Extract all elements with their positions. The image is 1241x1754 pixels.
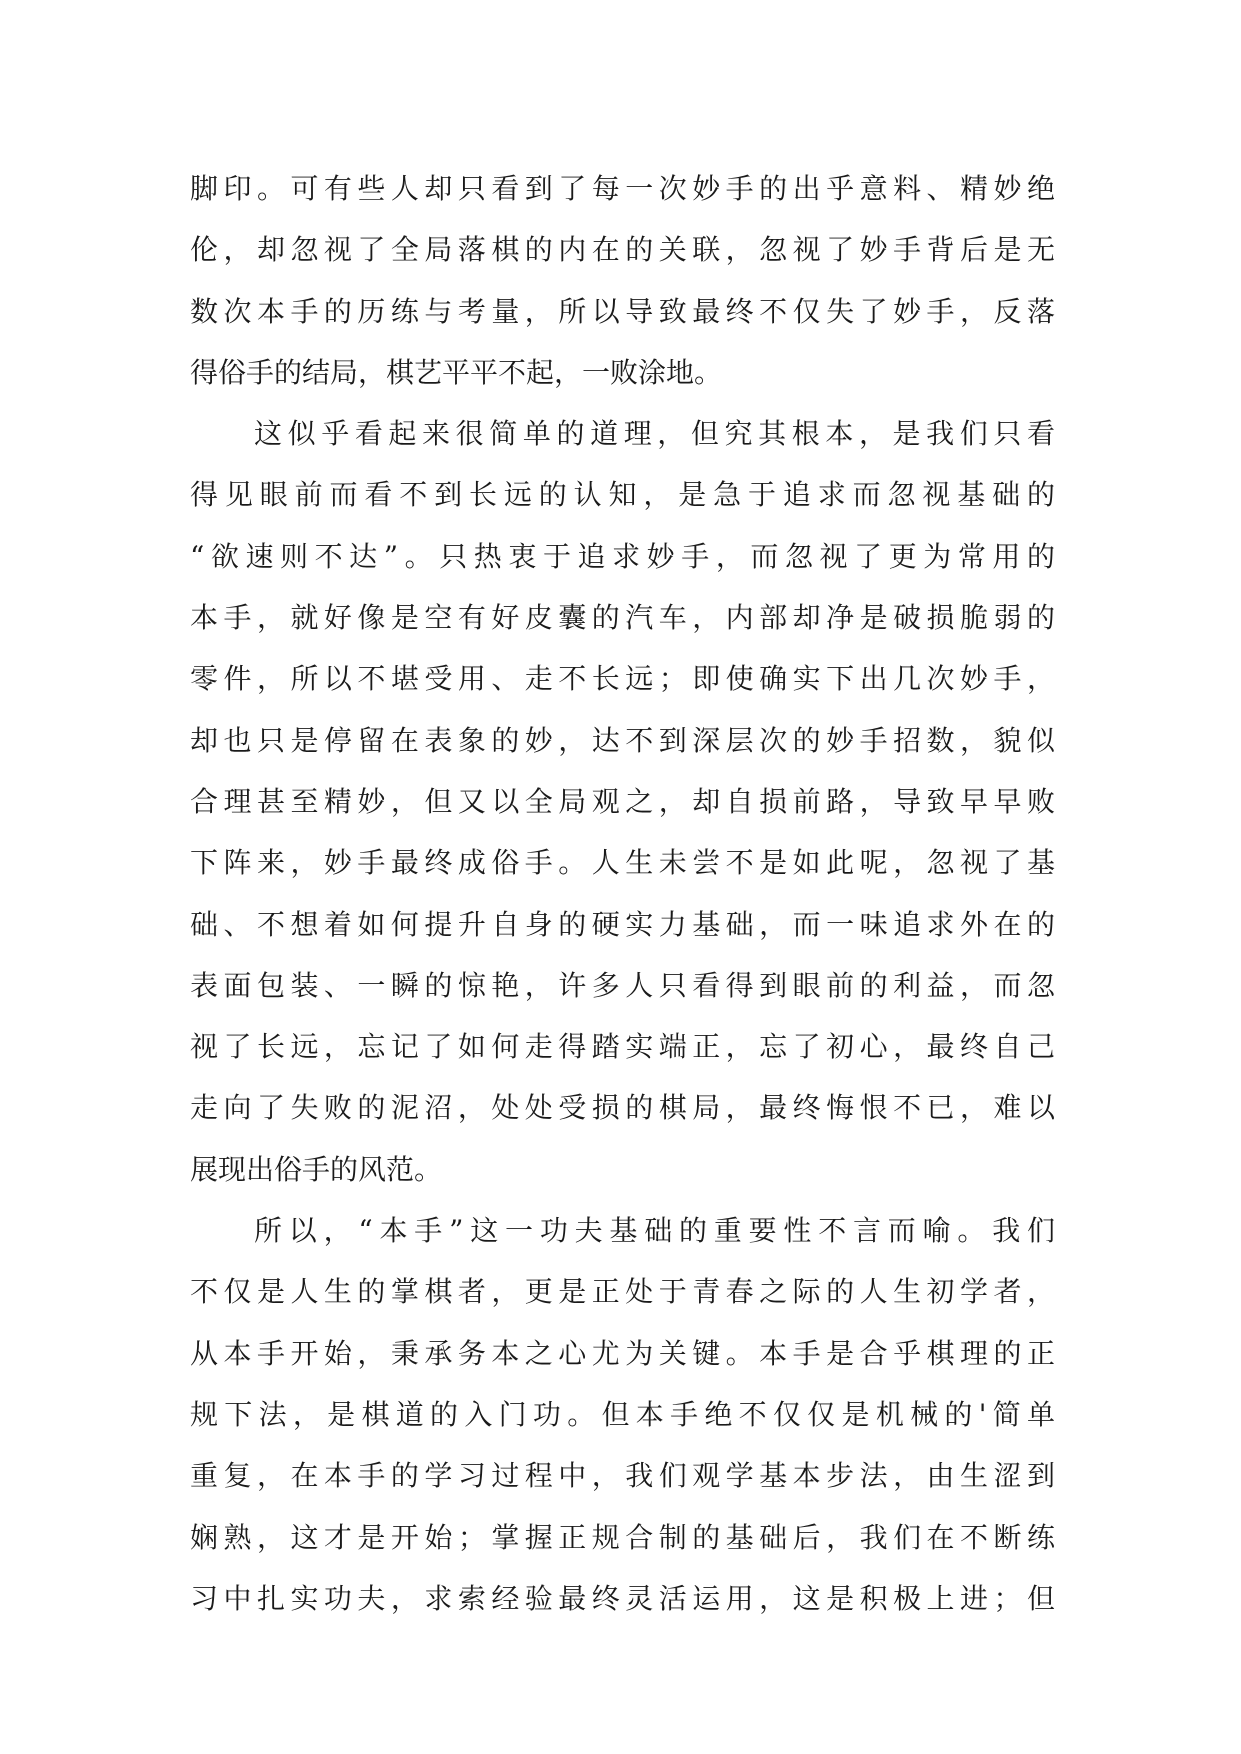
text-line: 视了长远，忘记了如何走得踏实端正，忘了初心，最终自己 [190,1030,1055,1064]
text-line: 下阵来，妙手最终成俗手。人生未尝不是如此呢，忽视了基 [190,846,1055,880]
text-line: 得见眼前而看不到长远的认知，是急于追求而忽视基础的 [190,478,1055,512]
text-line: 习中扎实功夫，求索经验最终灵活运用，这是积极上进；但 [190,1581,1055,1615]
text-line: 娴熟，这才是开始；掌握正规合制的基础后，我们在不断练 [190,1520,1055,1554]
text-line: 合理甚至精妙，但又以全局观之，却自损前路，导致早早败 [190,784,1055,818]
text-line: 从本手开始，秉承务本之心尤为关键。本手是合乎棋理的正 [190,1336,1055,1370]
document-body [190,158,1055,1629]
text-line: 本手，就好像是空有好皮囊的汽车，内部却净是破损脆弱的 [190,601,1055,635]
text-line: 表面包装、一瞬的惊艳，许多人只看得到眼前的利益，而忽 [190,968,1055,1002]
text-line: 展现出俗手的风范。 [190,1152,443,1186]
text-line: 得俗手的结局，棋艺平平不起，一败涂地。 [190,355,723,389]
text-line: 不仅是人生的掌棋者，更是正处于青春之际的人生初学者， [190,1275,1055,1309]
text-line: 脚印。可有些人却只看到了每一次妙手的出乎意料、精妙绝 [190,172,1055,205]
text-line: 却也只是停留在表象的妙，达不到深层次的妙手招数，貌似 [190,723,1055,757]
text-line: 零件，所以不堪受用、走不长远；即使确实下出几次妙手， [190,662,1055,696]
text-line: 走向了失败的泥沼，处处受损的棋局，最终悔恨不已，难以 [190,1091,1055,1125]
text-line: 这似乎看起来很简单的道理，但究其根本，是我们只看 [254,417,1055,451]
text-line: 础、不想着如何提升自身的硬实力基础，而一味追求外在的 [190,907,1055,941]
text-line: 所以，“本手”这一功夫基础的重要性不言而喻。我们 [254,1214,1055,1248]
text-line: “欲速则不达”。只热衷于追求妙手，而忽视了更为常用的 [190,539,1055,573]
text-line: 重复，在本手的学习过程中，我们观学基本步法，由生涩到 [190,1459,1055,1493]
text-line: 规下法，是棋道的入门功。但本手绝不仅仅是机械的'简单 [190,1397,1055,1431]
text-line: 伦，却忽视了全局落棋的内在的关联，忽视了妙手背后是无 [190,233,1055,267]
text-line: 数次本手的历练与考量，所以导致最终不仅失了妙手，反落 [190,294,1055,328]
